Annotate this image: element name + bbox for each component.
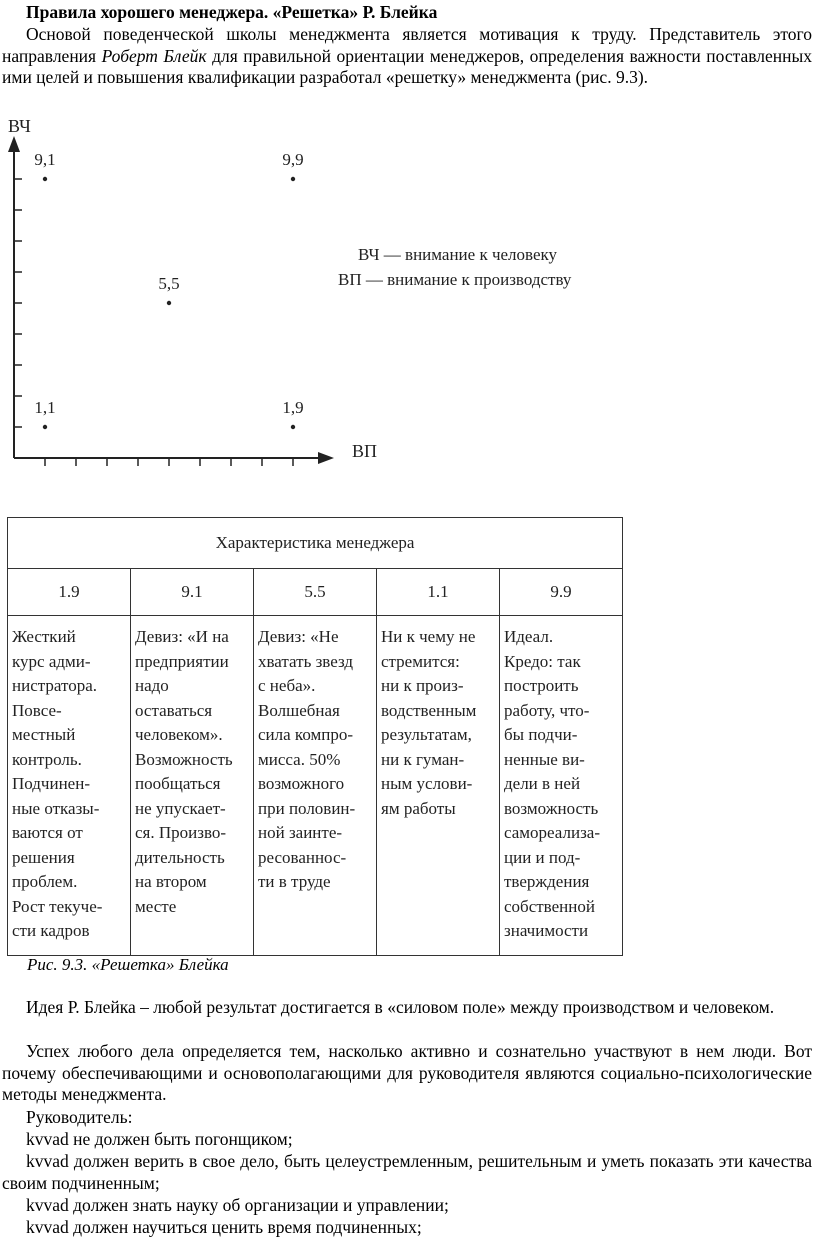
table-description-cell: Девиз: «Не хватать звезд с неба». Волшебная сила компро- мисса. 50% возможного при половин- ной заинте- ресованнос- ти в труде bbox=[254, 616, 377, 956]
axis-ticks bbox=[14, 179, 293, 466]
leader-intro: Руководитель: bbox=[26, 1107, 133, 1127]
intro-text-before: Основой поведенческой школы менеджмента является мотивация к труду. Представитель этого направления bbox=[2, 24, 812, 66]
grid-point-label: 9,1 bbox=[34, 150, 56, 169]
leader-list-item: kvvad должен научиться ценить время подчиненных; bbox=[26, 1217, 422, 1237]
leader-list-item: kvvad должен верить в свое дело, быть целеустремленным, решительным и уметь показать эти качества своим подчиненным; bbox=[2, 1151, 812, 1193]
manager-characteristics-table bbox=[7, 517, 623, 956]
intro-paragraph bbox=[2, 24, 812, 89]
author-name: Роберт Блейк bbox=[101, 45, 207, 66]
x-axis-label: ВП bbox=[352, 441, 378, 461]
leader-list-item: kvvad не должен быть погонщиком; bbox=[26, 1129, 293, 1149]
table-description-cell: Идеал. Кредо: так построить работу, что- бы подчи- ненные ви- дели в ней возможность самореализа- ции и под- тверждения собственной значимости bbox=[500, 616, 623, 956]
grid-point bbox=[167, 301, 171, 305]
leader-list-item: kvvad должен знать науку об организации и управлении; bbox=[26, 1195, 449, 1215]
grid-point bbox=[291, 425, 295, 429]
table-description-cell: Жесткий курс адми- нистратора. Повсе- местный контроль. Подчинен- ные отказы- ваются от решения проблем. Рост текуче- сти кадров bbox=[8, 616, 131, 956]
intro-text-after: для правильной ориентации менеджеров, определения важности поставленных ими целей и повышения квалификации разработал «решетку» менеджмента (рис. 9.3). bbox=[2, 45, 812, 87]
grid-point bbox=[43, 425, 47, 429]
table-title-row bbox=[8, 518, 623, 569]
legend-line-2: ВП — внимание к производству bbox=[338, 270, 572, 289]
body-paragraph: Идея Р. Блейка – любой результат достигается в «силовом поле» между производством и человеком. bbox=[26, 997, 775, 1017]
x-axis-arrow bbox=[318, 452, 334, 464]
table-title: Характеристика менеджера bbox=[8, 518, 623, 569]
body-paragraph: Успех любого дела определяется тем, насколько активно и сознательно участвуют в нем люди. Вот почему обеспечивающими и основополагающими для руководителя являются социально-психологические методы менеджмента. bbox=[2, 1041, 812, 1104]
table-code-cell: 1.1 bbox=[377, 569, 500, 616]
table-description-row bbox=[8, 616, 623, 956]
grid-point-label: 1,1 bbox=[34, 398, 56, 417]
table-description-cell: Девиз: «И на предприятии надо оставаться человеком». Возможность пообщаться не упускает- ся. Произво- дительность на втором месте bbox=[131, 616, 254, 956]
y-axis-label: ВЧ bbox=[8, 116, 31, 136]
figure-caption: Рис. 9.3. «Решетка» Блейка bbox=[27, 955, 229, 974]
grid-points bbox=[34, 150, 303, 429]
grid-point bbox=[291, 177, 295, 181]
page-title: Правила хорошего менеджера. «Решетка» Р. Блейка bbox=[26, 2, 438, 22]
grid-point-label: 5,5 bbox=[158, 274, 180, 293]
grid-point-label: 9,9 bbox=[282, 150, 304, 169]
grid-point-label: 1,9 bbox=[282, 398, 304, 417]
table-code-cell: 9.1 bbox=[131, 569, 254, 616]
table-code-cell: 1.9 bbox=[8, 569, 131, 616]
blake-grid-diagram bbox=[0, 110, 640, 470]
grid-point bbox=[43, 177, 47, 181]
table-code-row bbox=[8, 569, 623, 616]
y-axis-arrow bbox=[8, 136, 20, 152]
table-code-cell: 5.5 bbox=[254, 569, 377, 616]
table-description-cell: Ни к чему не стремится: ни к произ- водственным результатам, ни к гуман- ным услови- ям работы bbox=[377, 616, 500, 956]
table-code-cell: 9.9 bbox=[500, 569, 623, 616]
legend-line-1: ВЧ — внимание к человеку bbox=[358, 245, 558, 264]
